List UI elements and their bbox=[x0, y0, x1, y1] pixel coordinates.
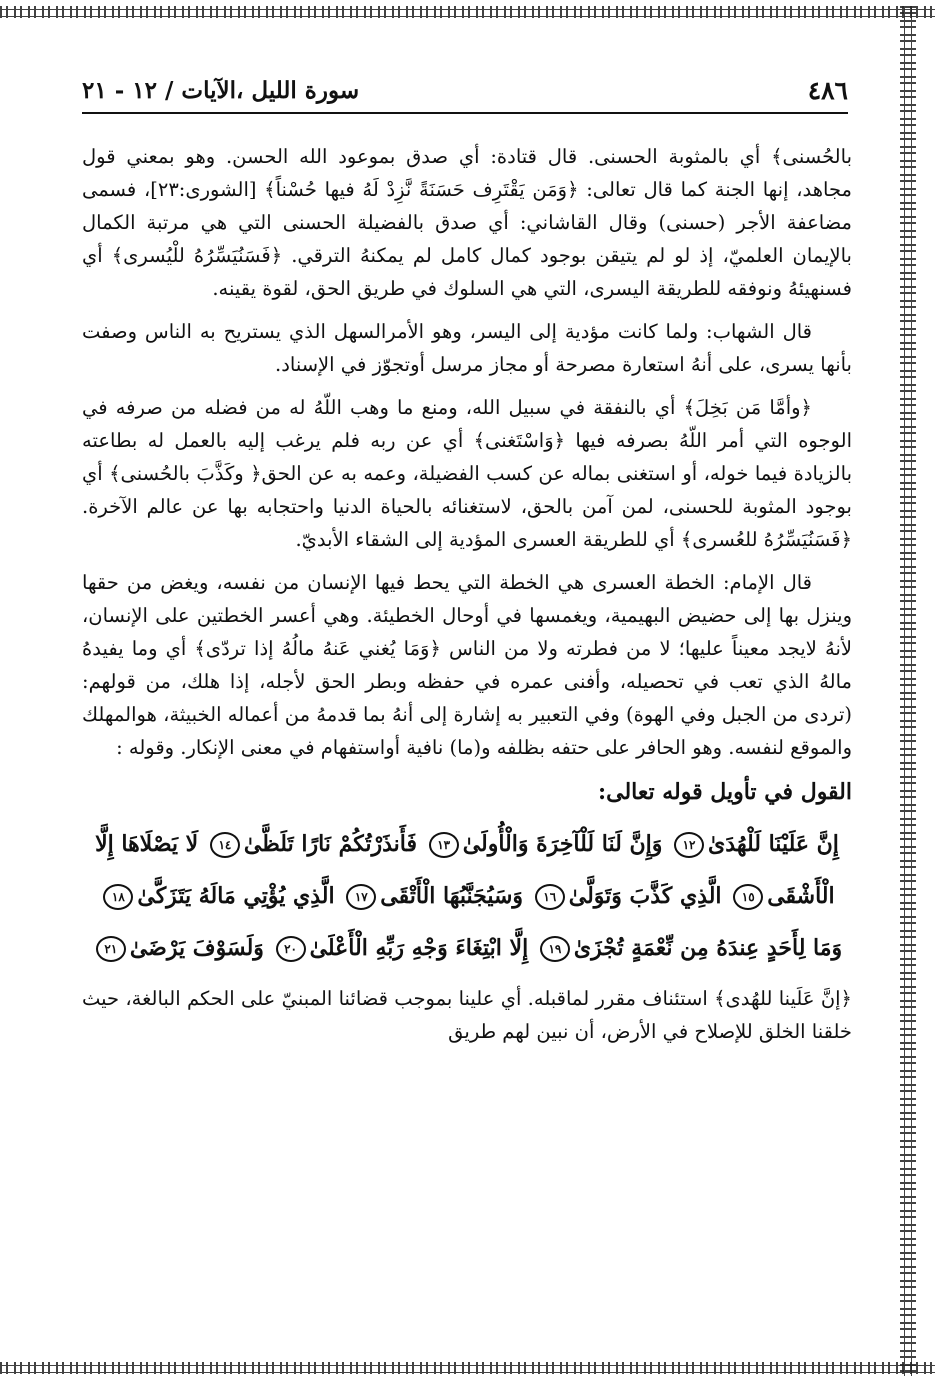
running-title: سورة الليل ،الآيات / ١٢ - ٢١ bbox=[82, 76, 360, 104]
verse-15-text: لَا يَصْلَاهَا إِلَّا الْأَشْقَى bbox=[95, 831, 835, 909]
top-border-ornament bbox=[0, 6, 935, 18]
paragraph-4: قال الإمام: الخطة العسرى هي الخطة التي يحط فيها الإنسان من نفسه، ويغض من حقها وينزل بها إلى حضيض البهيمية، ويغمسها في أوحال الخطيئة. وهي أعسر الخطتين على الإنسان، لأنهُ لايجد معيناً عليها؛ لا من فطرته ولا من الناس ﴿وَمَا يُغني عَنهُ مالُهُ إذا تردّى﴾ أي وما يفيدهُ مالهُ الذي تعب في تحصيله، وأفنى عمره في حفظه وبطر الحق لأجله، إذا هلك، من قولهم: (تردى من الجبل وفي الهوة) وفي التعبير به إشارة إلى أنهُ بما قدمهُ من أعماله الخبيثة، هوالمهلك والموقع لنفسه. وهو الحافر على حتفه بظلفه و(ما) نافية أواستفهام في معنى الإنكار. وقوله : bbox=[82, 571, 852, 759]
verse-number-15: ١٥ bbox=[733, 884, 763, 910]
verse-number-20: ٢٠ bbox=[276, 936, 306, 962]
section-heading: القول في تأويل قوله تعالى: bbox=[598, 779, 852, 805]
verse-18-text: الَّذِي يُؤْتِي مَالَهُ يَتَزَكَّىٰ bbox=[137, 883, 335, 909]
verse-16-text: الَّذِي كَذَّبَ وَتَوَلَّىٰ bbox=[568, 883, 722, 909]
verse-21-text: وَلَسَوْفَ يَرْضَىٰ bbox=[129, 935, 264, 961]
verse-number-17: ١٧ bbox=[346, 884, 376, 910]
verse-20-text: إِلَّا ابْتِغَاءَ وَجْهِ رَبِّهِ الْأَعْلَىٰ bbox=[309, 935, 529, 961]
verse-number-12: ١٢ bbox=[674, 832, 704, 858]
paragraph-2: قال الشهاب: ولما كانت مؤدية إلى اليسر، وهو الأمرالسهل الذي يستريح به الناس وصفت بأنها يسرى، على أنهُ استعارة مصرحة أو مجاز مرسل أوتجوّز في الإسناد. bbox=[82, 320, 852, 376]
verse-12-text: إِنَّ عَلَيْنَا لَلْهُدَىٰ bbox=[708, 831, 839, 857]
page-header bbox=[82, 68, 848, 114]
verse-number-18: ١٨ bbox=[103, 884, 133, 910]
bottom-border-ornament bbox=[0, 1362, 935, 1374]
verse-number-19: ١٩ bbox=[540, 936, 570, 962]
paragraph-1: بالحُسنى﴾ أي بالمثوبة الحسنى. قال قتادة: أي صدق بموعود الله الحسن. وهو بمعني قول مجاهد، إنها الجنة كما قال تعالى: ﴿وَمَن يَقْتَرِف حَسَنَةً نَّزِدْ لَهُ فيها حُسْناً﴾ [الشورى:٢٣]، فسمى مضاعفة الأجر (حسنى) وقال القاشاني: أي صدق بالفضيلة الحسنى التي هي مرتبة الكمال بالإيمان العلميّ، إذ لو لم يتيقن بوجود كمال كامل لم يمكنهُ الترقي. ﴿فَسَنُيَسِّرُهُ للْيُسرى﴾ أي فسنهيئهُ ونوفقه للطريقة اليسرى، التي هي السلوك في طريق الحق، لقوة يقينه. bbox=[82, 145, 852, 300]
verse-number-21: ٢١ bbox=[96, 936, 126, 962]
page-body bbox=[82, 140, 852, 1048]
page-number: ٤٨٦ bbox=[807, 75, 848, 105]
verse-number-16: ١٦ bbox=[535, 884, 565, 910]
closing-paragraph: ﴿إنَّ عَلَينا للهُدى﴾ استئناف مقرر لماقبله. أي علينا بموجب قضائنا المبنيّ على الحكم البالغة، حيث خلقنا الخلق للإصلاح في الأرض، أن نبين لهم طريق bbox=[82, 987, 852, 1043]
verse-number-13: ١٣ bbox=[429, 832, 459, 858]
verse-17-text: وَسَيُجَنَّبُهَا الْأَتْقَى bbox=[380, 883, 524, 909]
quran-verses-block bbox=[82, 818, 852, 974]
verse-14-text: فَأَنذَرْتُكُمْ نَارًا تَلَظَّىٰ bbox=[243, 831, 418, 857]
paragraph-3: ﴿وأمَّا مَن بَخِلَ﴾ أي بالنفقة في سبيل الله، ومنع ما وهب اللّهُ له من فضله من صرفه في الوجوه التي أمر اللّهُ بصرفه فيها ﴿وَاسْتَغنى﴾ أي عن ربه فلم يرغب إليه بالعمل له بطاعته بالزيادة فيما خوله، أو استغنى بماله عن كسب الفضيلة، وعمه به عن الحق﴿ وكَذَّبَ بالحُسنى﴾ أي بوجود المثوبة للحسنى، لمن آمن بالحق، لاستغنائه بالحياة الدنيا واحتجابه بها عن عالم الآخرة. ﴿فَسَنُيَسِّرُهُ للعُسرى﴾ أي للطريقة العسرى المؤدية إلى الشقاء الأبديّ. bbox=[82, 396, 852, 551]
verse-19-text: وَمَا لِأَحَدٍ عِندَهُ مِن نِّعْمَةٍ تُجْزَىٰ bbox=[573, 935, 843, 961]
verse-number-14: ١٤ bbox=[210, 832, 240, 858]
right-border-ornament bbox=[900, 6, 916, 1376]
verse-13-text: وَإِنَّ لَنَا لَلْآخِرَةَ وَالْأُولَىٰ bbox=[462, 831, 663, 857]
